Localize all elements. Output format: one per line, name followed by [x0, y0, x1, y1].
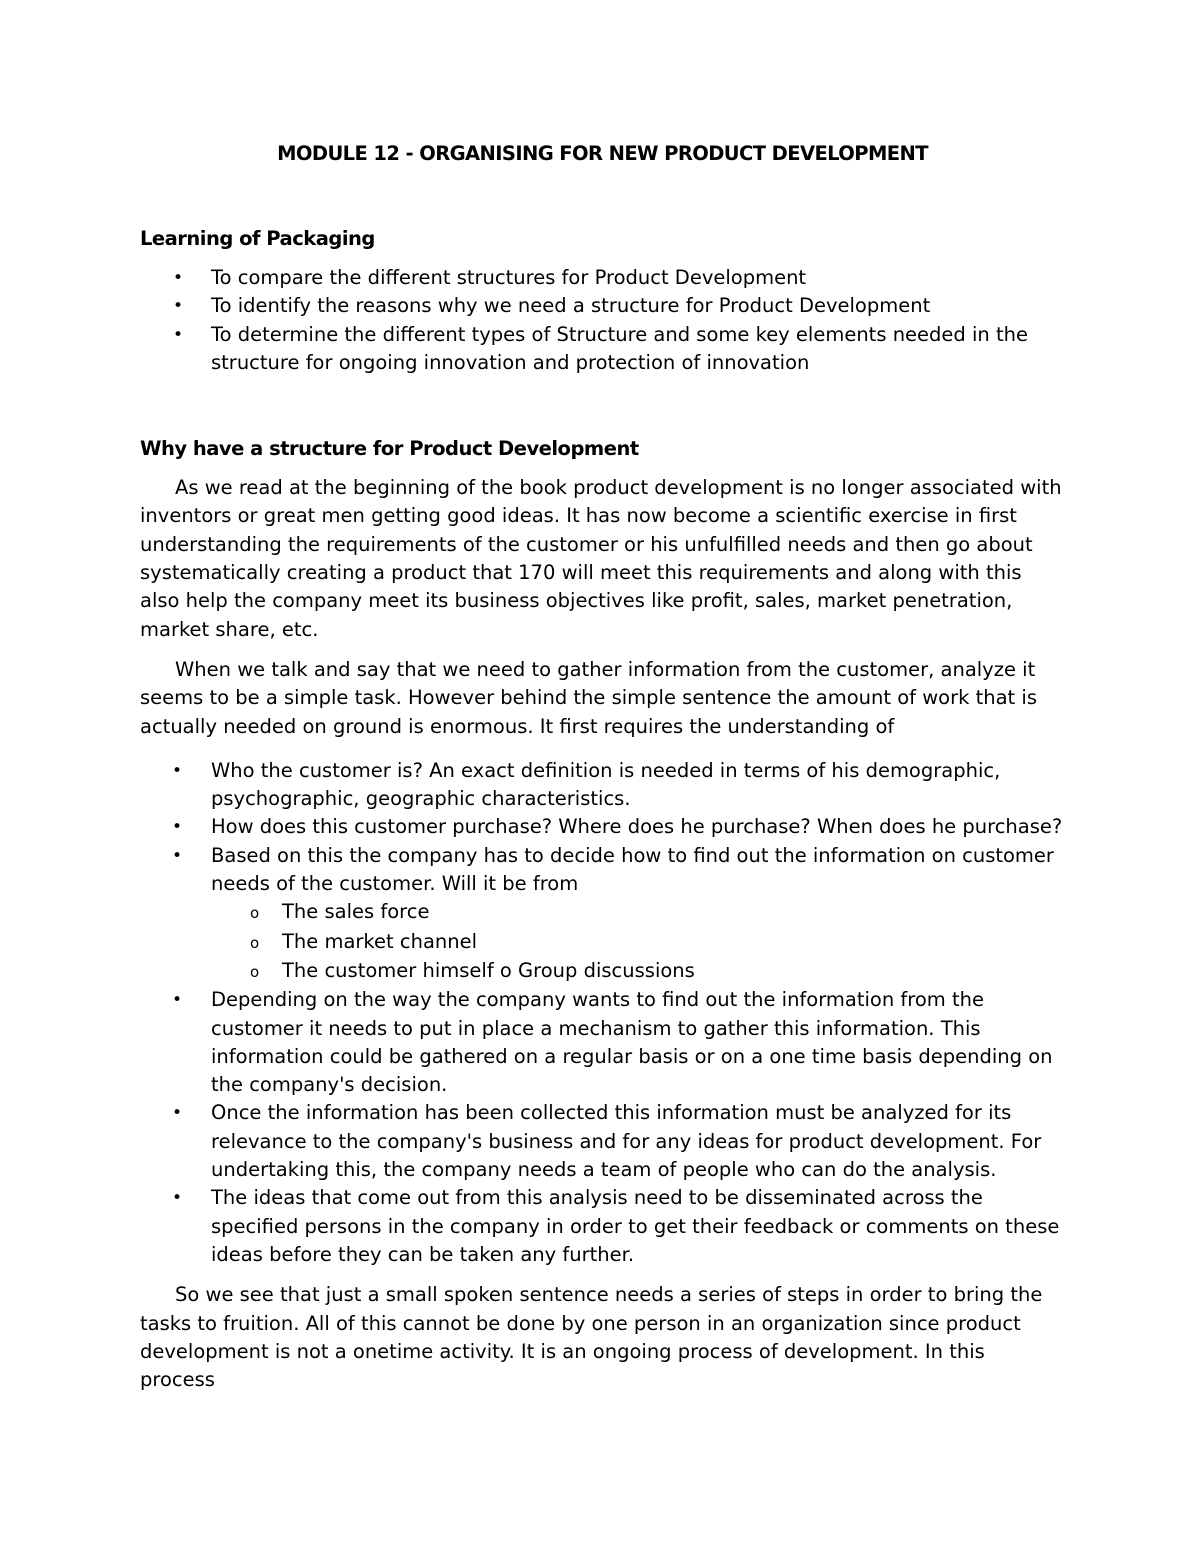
sub-bullet-icon: o: [250, 933, 260, 952]
sub-bullet-icon: o: [250, 904, 260, 923]
sub-bullet-icon: o: [250, 962, 260, 981]
list-item-text: Who the customer is? An exact definition is needed in terms of his demographic, psychographic, geographic characteristics.: [211, 758, 1001, 811]
list-item-text: To identify the reasons why we need a structure for Product Development: [211, 294, 931, 318]
bullet-icon: •: [173, 268, 184, 288]
list-item-text: To determine the different types of Structure and some key elements needed in the structure for ongoing innovation and protection of innovation: [211, 322, 1028, 374]
document-title: MODULE 12 - ORGANISING FOR NEW PRODUCT DEVELOPMENT: [277, 142, 928, 165]
sub-list-item: [250, 898, 1065, 926]
bullet-icon: •: [172, 990, 183, 1011]
list-item-text: Based on this the company has to decide how to find out the information on customer needs of the customer. Will it be from: [211, 843, 1054, 896]
bullet-icon: •: [172, 817, 183, 838]
list-item: [140, 757, 1065, 814]
paragraph: When we talk and say that we need to gather information from the customer, analyze it seems to be a simple task. However behind the simple sentence the amount of work that is actually needed on ground is enormous. It first requires the understanding of: [140, 657, 1037, 738]
section-heading-why-structure: Why have a structure for Product Development: [140, 437, 639, 461]
section-heading-learning: Learning of Packaging: [140, 227, 375, 250]
list-item: [140, 264, 1065, 292]
bullet-icon: •: [172, 1103, 183, 1124]
list-item: [140, 292, 1065, 320]
list-item: [140, 321, 1065, 378]
sub-list-item-text: The sales force: [282, 900, 430, 924]
sub-list-item-text: The customer himself o Group discussions: [282, 958, 695, 982]
list-item: [140, 842, 1065, 985]
list-item: [140, 1184, 1065, 1269]
bullet-icon: •: [172, 1188, 183, 1209]
bullet-icon: •: [172, 760, 183, 781]
bullet-icon: •: [173, 324, 184, 345]
list-item: [140, 1099, 1065, 1184]
list-item-text: To compare the different structures for Product Development: [211, 266, 807, 289]
document-page: [140, 140, 1065, 1406]
list-item-text: Once the information has been collected this information must be analyzed for its relevance to the company's business and for any ideas for product development. For undertaking this, the company needs a team of people who can do the analysis.: [211, 1101, 1042, 1182]
paragraph: So we see that just a small spoken sentence needs a series of steps in order to bring the tasks to fruition. All of this cannot be done by one person in an organization since product development is not a onetime activity. It is an ongoing process of development. In this process: [140, 1283, 1043, 1392]
list-item-text: The ideas that come out from this analysis need to be disseminated across the specified persons in the company in order to get their feedback or comments on these ideas before they can be taken any further.: [211, 1186, 1060, 1266]
objectives-list: [140, 264, 1065, 377]
sub-list-item: [250, 928, 1065, 956]
list-item-text: How does this customer purchase? Where does he purchase? When does he purchase?: [211, 815, 1063, 839]
sub-list-item: [250, 957, 1065, 985]
bullet-icon: •: [172, 845, 183, 866]
requirements-list: [140, 757, 1065, 1269]
list-item: [140, 813, 1065, 841]
list-item: [140, 986, 1065, 1099]
bullet-icon: •: [173, 296, 184, 317]
sources-sublist: [211, 898, 1065, 985]
paragraph: As we read at the beginning of the book product development is no longer associated with inventors or great men getting good ideas. It has now become a scientific exercise in first understanding the requirements of the customer or his unfulfilled needs and then go about systematically creating a product that 170 will meet this requirements and along with this also help the company meet its business objectives like profit, sales, market penetration, market share, etc.: [140, 476, 1062, 641]
sub-list-item-text: The market channel: [282, 929, 478, 953]
list-item-text: Depending on the way the company wants to find out the information from the customer it needs to put in place a mechanism to gather this information. This information could be gathered on a regular basis or on a one time basis depending on the company's decision.: [211, 988, 1053, 1097]
